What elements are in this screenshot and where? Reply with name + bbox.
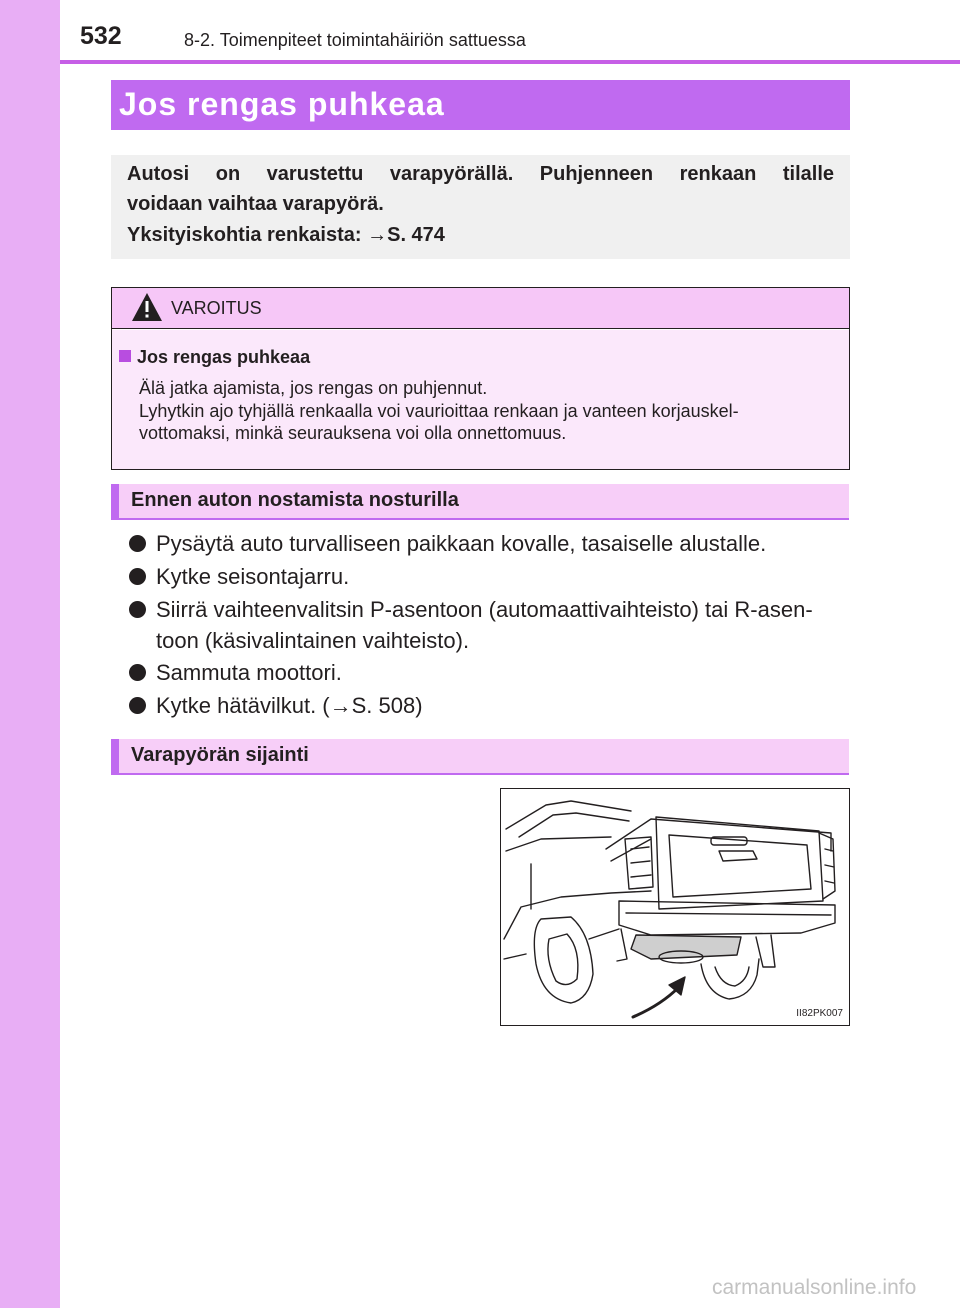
header-rule: [60, 60, 960, 64]
section-label: 8-2. Toimenpiteet toimintahäiriön sattuessa: [184, 30, 526, 50]
warning-triangle-icon: [130, 291, 164, 323]
list-item-continuation: toon (käsivalintainen vaihteisto).: [156, 628, 470, 653]
bullet-dot-icon: [129, 568, 146, 585]
pickup-truck-illustration: [501, 789, 849, 1025]
bullet-dot-icon: [129, 601, 146, 618]
warning-body: [112, 330, 849, 469]
warning-line-1: Älä jatka ajamista, jos rengas on puhjennut.: [139, 378, 488, 398]
bullet-dot-icon: [129, 664, 146, 681]
intro-line-2: voidaan vaihtaa varapyörä.: [127, 193, 384, 215]
side-strip: [0, 0, 60, 1308]
watermark: carmanualsonline.info: [712, 1276, 917, 1299]
page-title: Jos rengas puhkeaa: [119, 86, 445, 122]
intro-line-3: Yksityiskohtia renkaista: →S. 474: [127, 224, 445, 246]
warning-label: VAROITUS: [171, 298, 262, 318]
heading-before-lifting: [111, 484, 849, 520]
list-item: Kytke hätävilkut. (→S. 508): [129, 692, 423, 720]
list-item: Kytke seisontajarru.: [129, 563, 349, 591]
intro-box: [111, 155, 850, 259]
bullet-dot-icon: [129, 535, 146, 552]
intro-line-1: Autosi on varustettu varapyörällä. Puhjenneen renkaan tilalle: [127, 163, 834, 185]
warning-line-2: Lyhytkin ajo tyhjällä renkaalla voi vaurioittaa renkaan ja vanteen korjauskel-: [139, 401, 739, 421]
list-item: Siirrä vaihteenvalitsin P-asentoon (automaattivaihteisto) tai R-asen-: [129, 596, 813, 624]
heading-spare-location: [111, 739, 849, 775]
list-item: Pysäytä auto turvalliseen paikkaan kovalle, tasaiselle alustalle.: [129, 530, 766, 558]
warning-header: [112, 288, 849, 329]
warning-box: [111, 287, 850, 470]
heading-before-lifting-text: Ennen auton nostamista nosturilla: [131, 489, 459, 511]
title-bar: [111, 80, 850, 130]
list-item: Sammuta moottori.: [129, 659, 342, 687]
warning-subheading-text: Jos rengas puhkeaa: [137, 347, 311, 367]
warning-subheading: [119, 347, 310, 368]
figure-code: II82PK007: [796, 1008, 843, 1019]
heading-spare-location-text: Varapyörän sijainti: [131, 744, 309, 766]
spare-tire-figure: [500, 788, 850, 1026]
page-number: 532: [80, 22, 122, 50]
warning-line-3: vottomaksi, minkä seurauksena voi olla onnettomuus.: [139, 423, 567, 443]
bullet-dot-icon: [129, 697, 146, 714]
square-bullet-icon: [119, 350, 131, 362]
